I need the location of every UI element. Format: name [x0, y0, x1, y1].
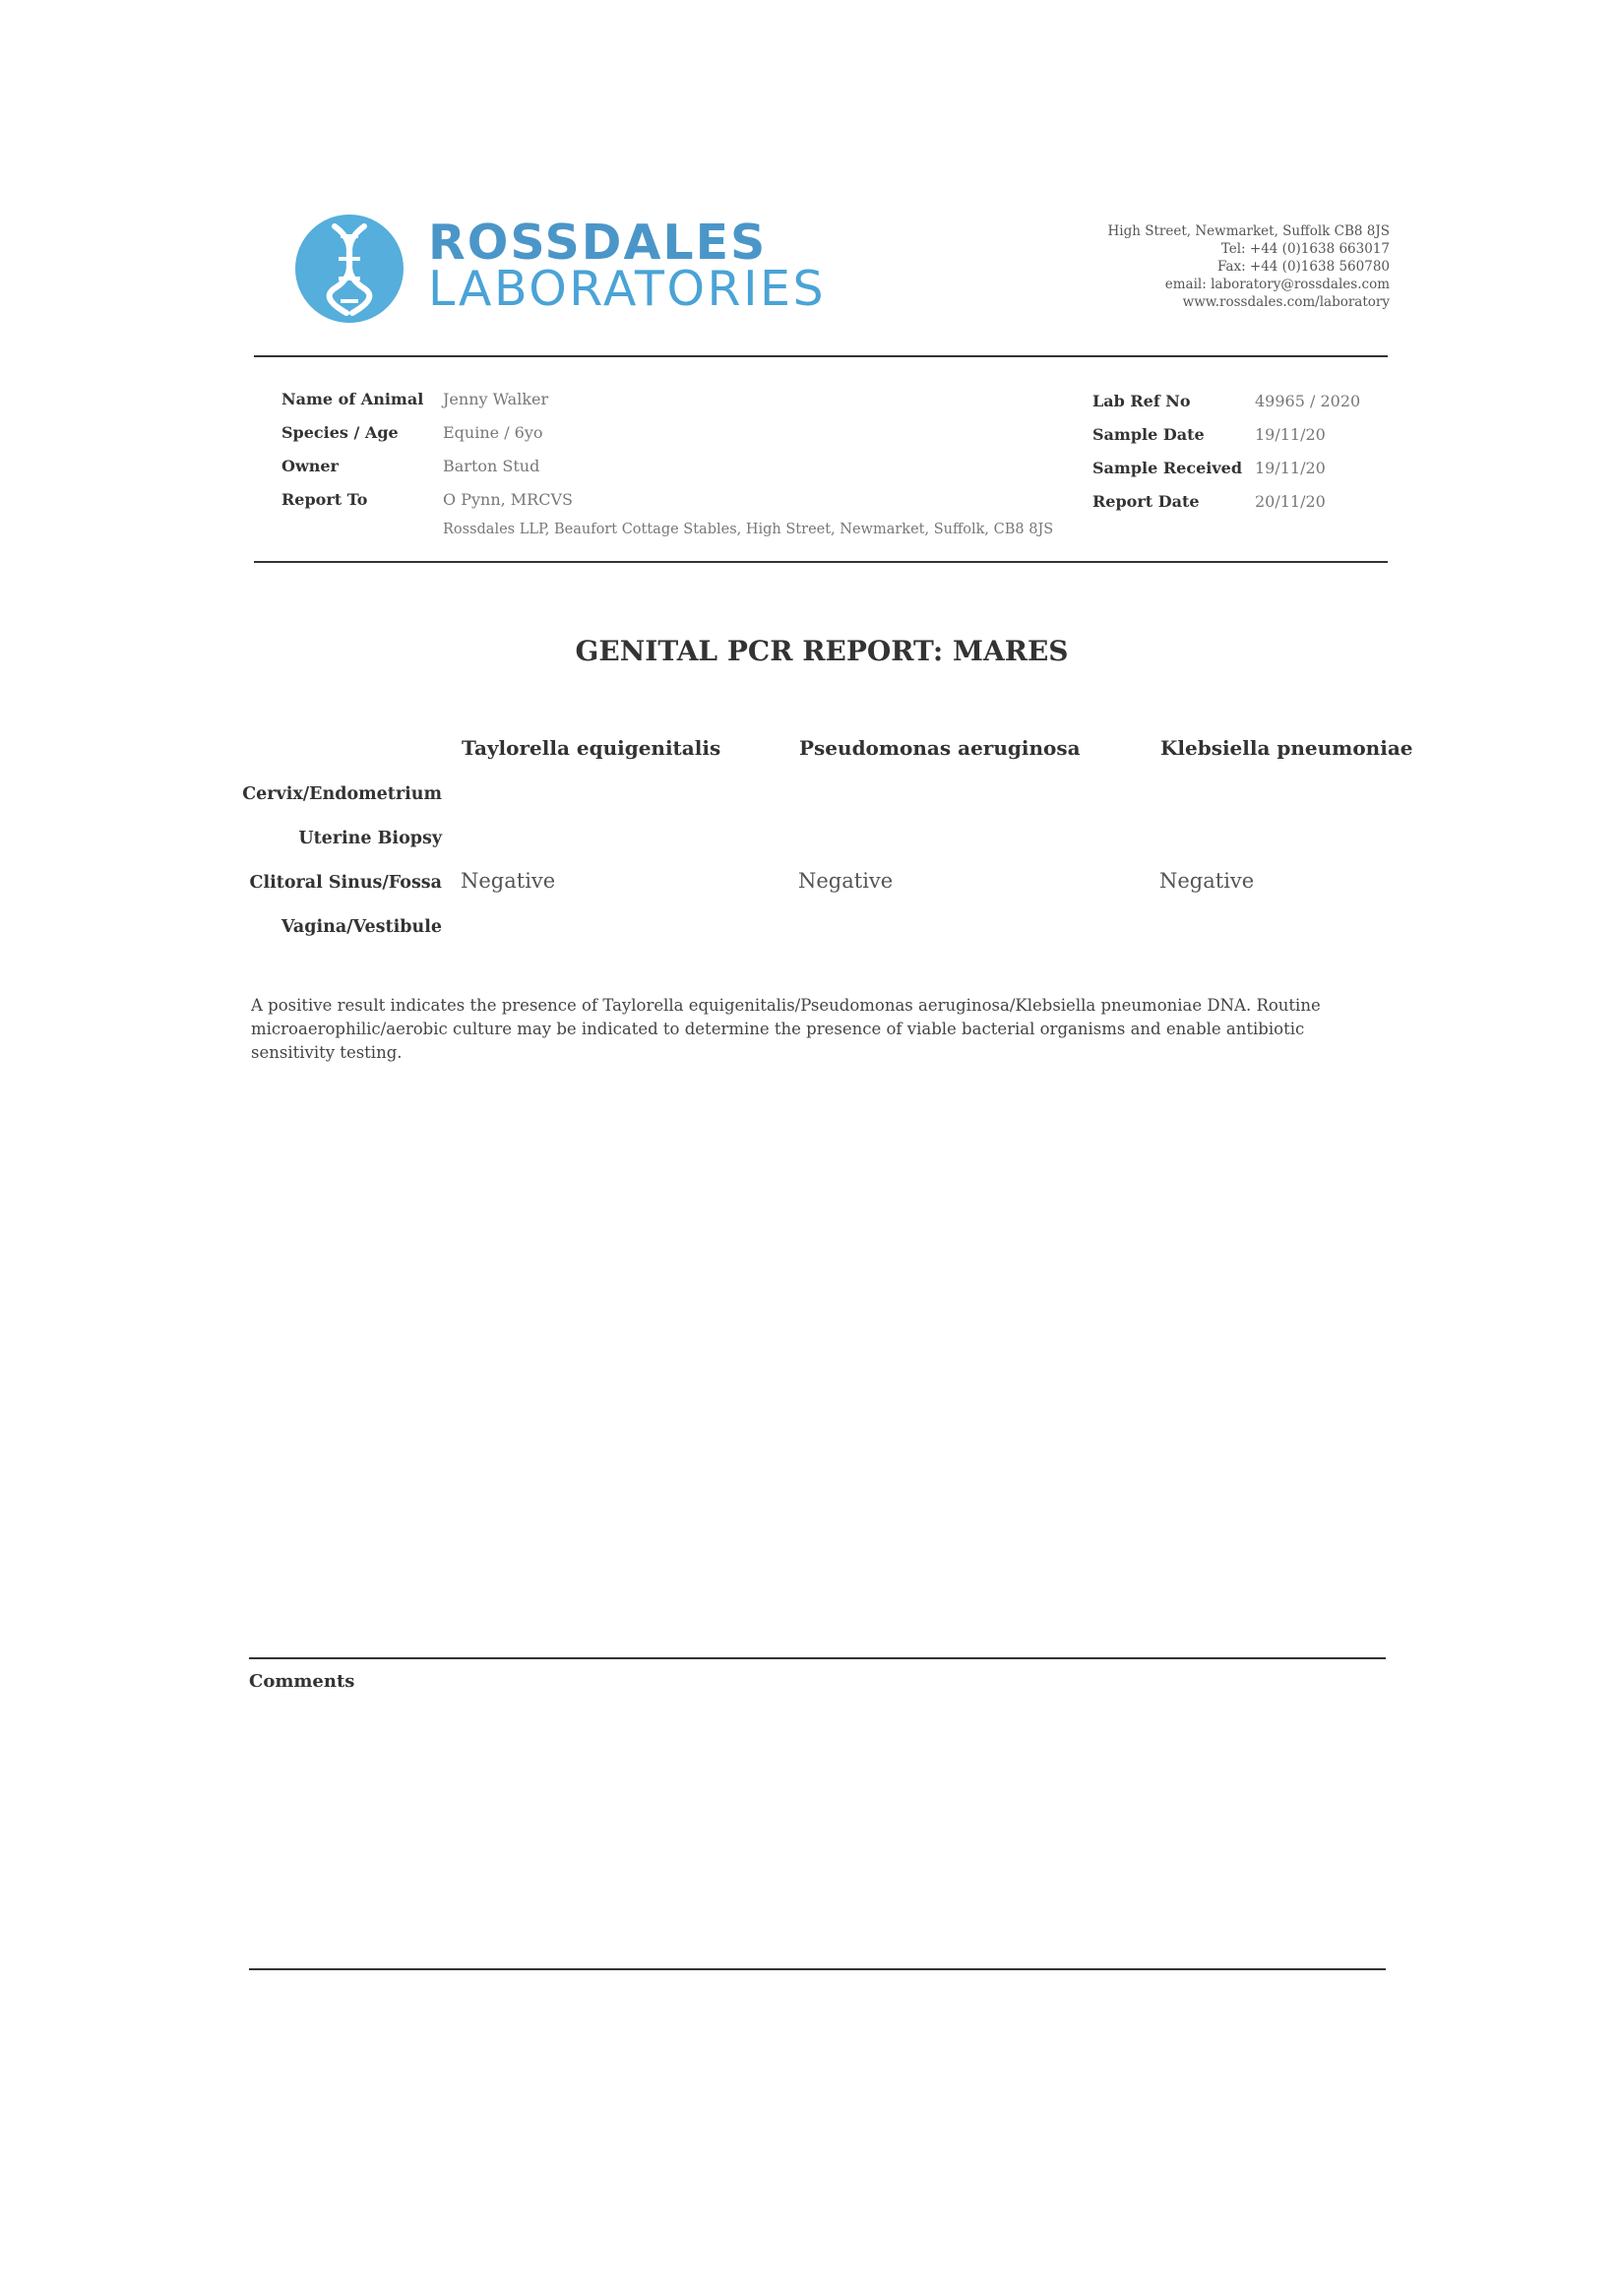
result-clitoral-taylorella: Negative: [461, 869, 556, 893]
column-header-pseudomonas: Pseudomonas aeruginosa: [799, 736, 1081, 760]
label-species-age: Species / Age: [281, 423, 399, 442]
value-report-to: O Pynn, MRCVS: [443, 490, 573, 509]
row-label-uterine-biopsy: Uterine Biopsy: [298, 829, 442, 848]
brand-name-line2: LABORATORIES: [428, 261, 827, 317]
row-label-clitoral-sinus-fossa: Clitoral Sinus/Fossa: [249, 873, 442, 893]
value-species-age: Equine / 6yo: [443, 423, 543, 442]
report-title: GENITAL PCR REPORT: MARES: [575, 635, 1069, 667]
row-label-cervix-endometrium: Cervix/Endometrium: [242, 784, 442, 804]
value-sample-date: 19/11/20: [1255, 425, 1326, 444]
value-sample-received: 19/11/20: [1255, 459, 1326, 477]
column-header-taylorella: Taylorella equigenitalis: [462, 736, 721, 760]
label-lab-ref-no: Lab Ref No: [1092, 392, 1191, 410]
label-report-date: Report Date: [1092, 492, 1200, 511]
address-street: High Street, Newmarket, Suffolk CB8 8JS: [1107, 223, 1390, 239]
header-divider: [254, 355, 1388, 357]
comments-bottom-divider: [249, 1968, 1386, 1970]
result-clitoral-klebsiella: Negative: [1159, 869, 1255, 893]
comments-label: Comments: [249, 1671, 355, 1692]
info-divider: [254, 561, 1388, 563]
value-report-date: 20/11/20: [1255, 492, 1326, 511]
value-owner: Barton Stud: [443, 457, 540, 475]
label-report-to: Report To: [281, 490, 368, 509]
dna-logo-icon: [295, 215, 404, 323]
interpretation-note: A positive result indicates the presence of Taylorella equigenitalis/Pseudomonas aeruginosa/Klebsiella pneumoniae DNA. Routine microaerophilic/aerobic culture may be indicated to determine the presence of viable bacterial organisms and enable antibiotic sensitivity testing.: [251, 996, 1321, 1062]
label-owner: Owner: [281, 457, 339, 475]
column-header-klebsiella: Klebsiella pneumoniae: [1160, 736, 1413, 760]
value-report-to-address: Rossdales LLP, Beaufort Cottage Stables, High Street, Newmarket, Suffolk, CB8 8JS: [443, 522, 1054, 537]
value-name-of-animal: Jenny Walker: [443, 390, 549, 408]
row-label-vagina-vestibule: Vagina/Vestibule: [280, 917, 442, 937]
lab-address: [1108, 222, 1391, 311]
label-name-of-animal: Name of Animal: [281, 390, 424, 408]
comments-top-divider: [249, 1657, 1386, 1659]
result-clitoral-pseudomonas: Negative: [798, 869, 894, 893]
brand-name-line1: ROSSDALES: [428, 215, 768, 271]
address-email: email: laboratory@rossdales.com: [1164, 277, 1390, 292]
value-lab-ref-no: 49965 / 2020: [1255, 392, 1361, 410]
address-tel: Tel: +44 (0)1638 663017: [1220, 241, 1390, 257]
label-sample-date: Sample Date: [1092, 425, 1205, 444]
address-website: www.rossdales.com/laboratory: [1182, 294, 1390, 310]
label-sample-received: Sample Received: [1092, 459, 1243, 477]
address-fax: Fax: +44 (0)1638 560780: [1216, 259, 1390, 275]
